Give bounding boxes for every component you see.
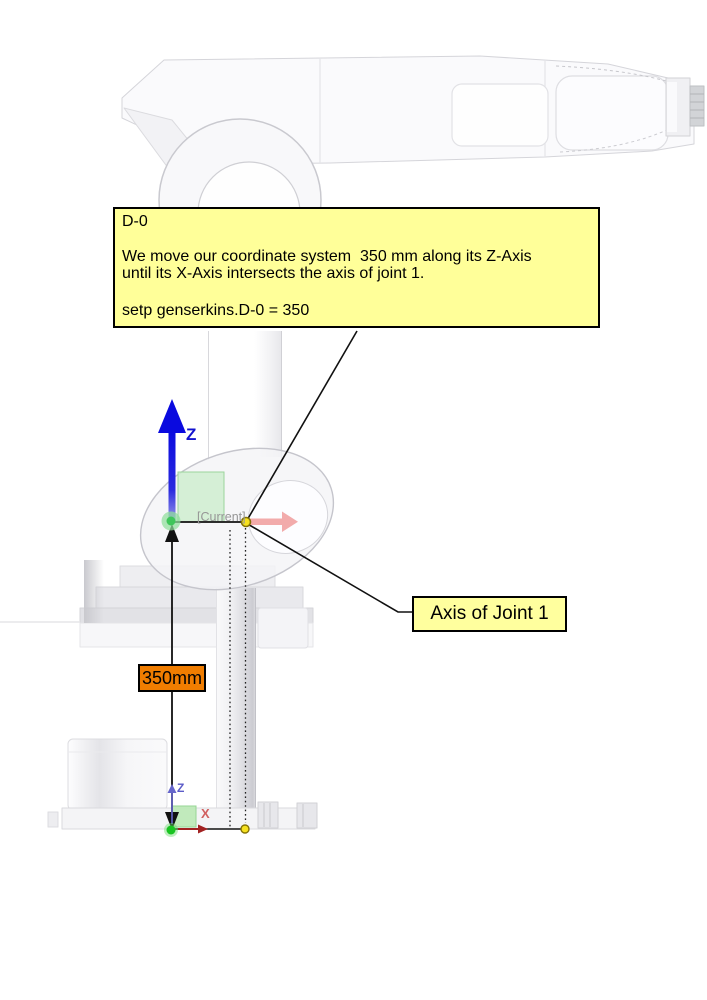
origin-marker-top	[162, 512, 181, 531]
joint-axis-marker-bottom	[241, 825, 249, 833]
dimension-350mm-text: 350mm	[141, 667, 203, 688]
robot-forearm-pod	[556, 76, 668, 150]
robot-flange-face	[667, 82, 677, 132]
robot-column-upper	[209, 331, 282, 462]
callout-command: setp genserkins.D-0 = 350	[122, 302, 310, 319]
axis-of-joint-1-label	[412, 596, 567, 632]
origin-marker-bottom	[164, 823, 178, 837]
x-axis-label-bottom: X	[201, 806, 210, 821]
robot-base-lug	[258, 608, 308, 648]
robot-flange-stub	[690, 86, 704, 126]
z-axis-label-bottom: Z	[177, 781, 185, 795]
d0-callout	[113, 207, 600, 328]
robot-forearm-pod	[452, 84, 548, 146]
robot-illustration	[0, 56, 704, 829]
robot-base-cylinder-left	[68, 739, 167, 810]
axis-of-joint-1-text: Axis of Joint 1	[430, 603, 549, 624]
z-axis-label-top: Z	[186, 425, 197, 444]
callout-title: D-0	[122, 213, 148, 230]
current-frame-label: [Current]	[197, 510, 246, 524]
robot-column-cylinder	[216, 588, 256, 810]
dimension-350mm-label	[138, 664, 206, 692]
callout-body-line1: We move our coordinate system 350 mm along its Z-Axis	[122, 248, 532, 265]
callout-body-line2: until its X-Axis intersects the axis of joint 1.	[122, 265, 425, 282]
